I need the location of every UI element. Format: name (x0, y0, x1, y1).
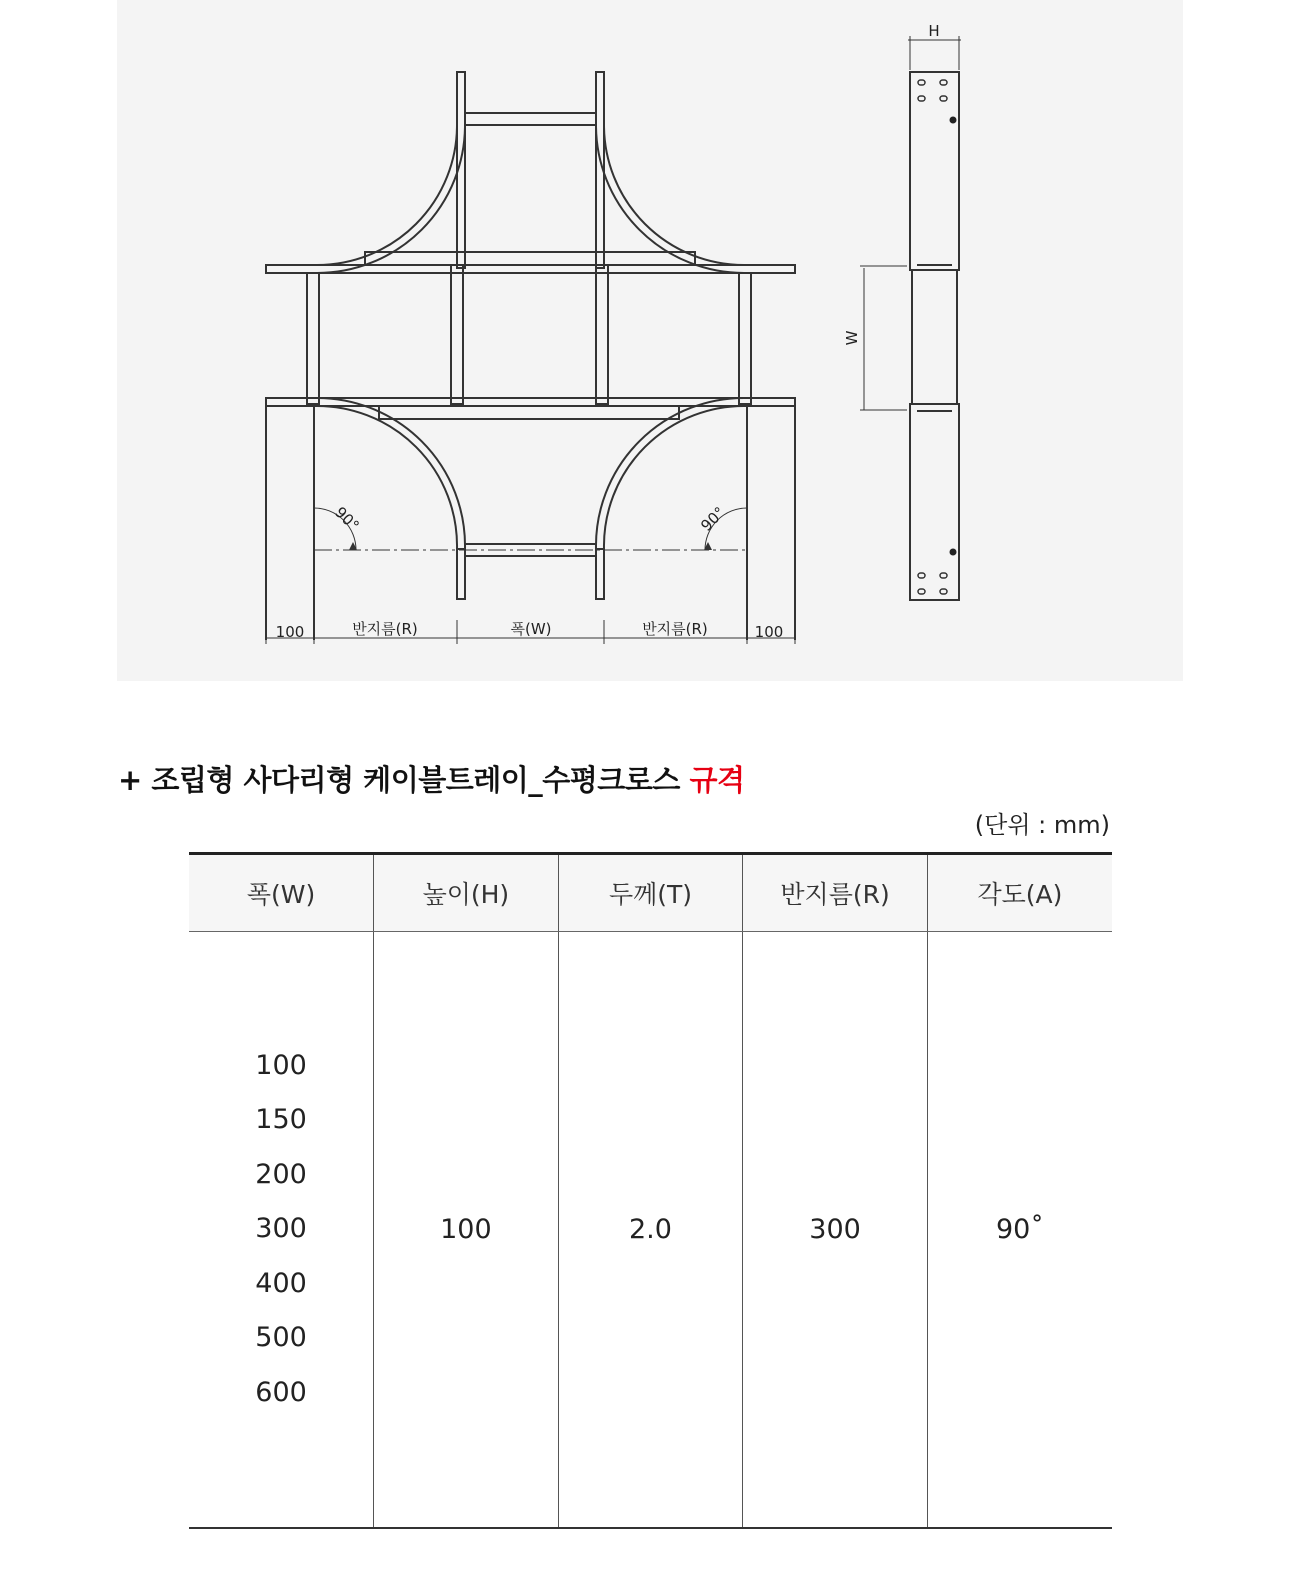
lower-left-inner-curve (314, 406, 457, 549)
width-value: 400 (255, 1267, 307, 1299)
cross-tray-drawing (117, 0, 1183, 681)
lower-rung (379, 406, 679, 419)
bolt-top (950, 117, 957, 124)
bottom-left-rail (457, 549, 465, 599)
vertical-rung-2 (451, 265, 463, 404)
dim-right-margin: 100 (754, 623, 784, 641)
width-list (189, 1039, 373, 1421)
radius-cell: 300 (743, 932, 928, 1529)
side-upper-channel (910, 72, 959, 270)
section-title (118, 758, 744, 799)
table-header-row (189, 854, 1112, 932)
lower-right-outer-curve (596, 398, 747, 549)
lower-right-rails (747, 406, 795, 640)
bottom-right-rail (596, 549, 604, 599)
width-value: 200 (255, 1158, 307, 1190)
top-rung (465, 113, 596, 125)
top-left-outer-curve (317, 125, 465, 273)
spec-table (189, 852, 1112, 1529)
thickness-cell: 2.0 (558, 932, 743, 1529)
header-thickness: 두께(T) (558, 854, 743, 932)
section-title-accent: 규격 (689, 763, 745, 797)
side-flanges (917, 265, 952, 411)
side-lower-channel (910, 404, 959, 600)
height-cell: 100 (374, 932, 559, 1529)
width-value: 500 (255, 1322, 307, 1354)
dim-right-radius: 반지름(R) (642, 620, 708, 638)
table-row (189, 932, 1112, 1529)
technical-drawing-panel (117, 0, 1183, 681)
angle-cell: 90˚ (927, 932, 1112, 1529)
header-width: 폭(W) (189, 854, 374, 932)
top-right-inner-curve (604, 125, 744, 265)
lower-left-rails (266, 406, 314, 640)
lower-left-outer-curve (314, 398, 465, 549)
top-right-outer-curve (596, 125, 744, 273)
side-height-label: H (928, 22, 940, 40)
upper-side-rail (266, 265, 795, 273)
dim-left-radius: 반지름(R) (352, 620, 418, 638)
width-value: 300 (255, 1213, 307, 1245)
header-height: 높이(H) (374, 854, 559, 932)
unit-note: (단위 : mm) (974, 811, 1110, 839)
width-value: 100 (255, 1049, 307, 1081)
vertical-rung-1 (307, 273, 319, 404)
header-angle: 각도(A) (927, 854, 1112, 932)
upper-rung (365, 252, 695, 265)
section-title-text: + 조립형 사다리형 케이블트레이_수평크로스 (118, 763, 690, 797)
width-cell (189, 932, 374, 1529)
left-angle-label: 90° (331, 503, 363, 535)
dim-width: 폭(W) (510, 620, 552, 638)
bolt-bottom (950, 549, 957, 556)
right-angle-label: 90° (697, 503, 729, 535)
width-value: 600 (255, 1376, 307, 1408)
top-left-inner-curve (317, 125, 457, 265)
vertical-rung-3 (596, 265, 608, 404)
side-middle-section (912, 270, 957, 404)
width-value: 150 (255, 1104, 307, 1136)
vertical-rung-4 (739, 273, 751, 404)
dim-left-margin: 100 (275, 623, 305, 641)
side-width-label: W (843, 330, 861, 346)
lower-right-inner-curve (604, 406, 747, 549)
lower-side-rail (266, 398, 795, 406)
header-radius: 반지름(R) (743, 854, 928, 932)
